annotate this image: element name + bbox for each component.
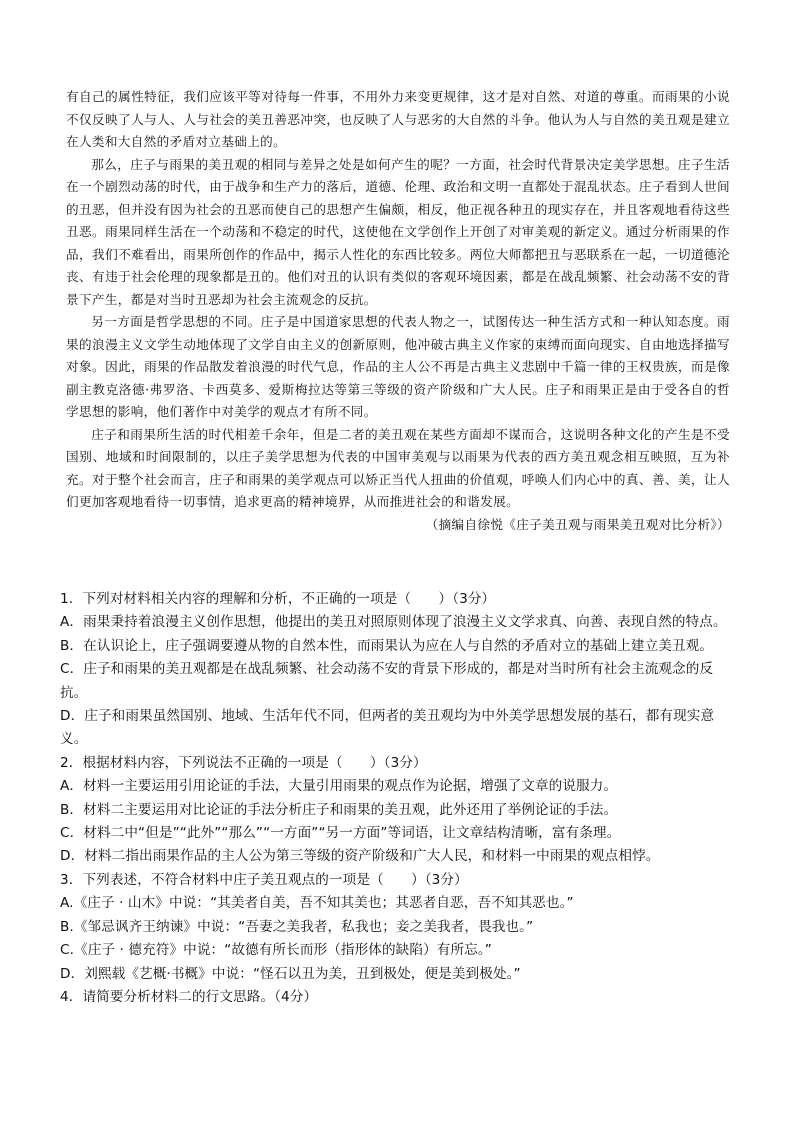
question-4-stem: 4．请简要分析材料二的行文思路。（4分） [60, 988, 318, 1005]
passage-source: （摘编自徐悦《庄子美丑观与雨果美丑观对比分析》） [425, 516, 730, 532]
question-2-option-a: A．材料一主要运用引用论证的手法，大量引用雨果的观点作为论据，增强了文章的说服力。 [60, 778, 618, 795]
question-list [60, 588, 732, 1009]
question-3-option-c: C.《庄子 · 德充符》中说：“故德有所长而形（指形体的缺陷）有所忘。” [60, 942, 492, 959]
question-1-option-a: A．雨果秉持着浪漫主义创作思想，他提出的美丑对照原则体现了浪漫主义文学求真、向善、表现自然的特点。 [60, 614, 727, 631]
question-1-option-d: D．庄子和雨果虽然国别、地域、生活年代不同，但两者的美丑观均为中外美学思想发展的基石，都有现实意义。 [60, 708, 715, 748]
question-3-option-d: D．刘熙载《艺概·书概》中说：“怪石以丑为美，丑到极处，便是美到极处。” [60, 965, 521, 982]
question-2-stem: 2．根据材料内容，下列说法不正确的一项是（ ）（3分） [60, 754, 427, 771]
passage-paragraph: 庄子和雨果所生活的时代相差千余年，但是二者的美丑观在某些方面却不谋而合，这说明各种文化的产生是不受国别、地域和时间限制的，以庄子美学思想为代表的中国审美观与以雨果为代表的西方美丑观念相互映照，互为补充。对于整个社会而言，庄子和雨果的美学观点可以矫正当代人扭曲的价值观，呼唤人们内心中的真、善、美，让人们更加客观地看待一切事情，追求更高的精神境界，从而推进社会的和谐发展。 [66, 426, 730, 509]
passage-paragraph: 有自己的属性特征，我们应该平等对待每一件事，不用外力来变更规律，这才是对自然、对道的尊重。而雨果的小说不仅反映了人与人、人与社会的美丑善恶冲突，也反映了人与恶劣的大自然的斗争。他认为人与自然的美丑观是建立在人类和大自然的矛盾对立基础上的。 [66, 89, 730, 149]
question-1-stem: 1．下列对材料相关内容的理解和分析，不正确的一项是（ ）（3分） [60, 591, 496, 607]
passage-paragraph: 另一方面是哲学思想的不同。庄子是中国道家思想的代表人物之一，试图传达一种生活方式和一种认知态度。雨果的浪漫主义文学生动地体现了文学自由主义的创新原则，他冲破古典主义作家的束缚而面向现实、自由地选择描写对象。因此，雨果的作品散发着浪漫的时代气息，作品的主人公不再是古典主义悲剧中千篇一律的王权贵族，而是像副主教克洛德·弗罗洛、卡西莫多、爱斯梅拉达等第三等级的资产阶级和广大人民。庄子和雨果正是由于受各自的哲学思想的影响，他们著作中对美学的观点才有所不同。 [66, 314, 730, 419]
question-2-option-b: B．材料二主要运用对比论证的手法分析庄子和雨果的美丑观，此外还用了举例论证的手法。 [60, 801, 618, 818]
question-3-option-a: A.《庄子 · 山木》中说：“其美者自美，吾不知其美也；其恶者自恶，吾不知其恶也。” [60, 895, 574, 912]
question-2-option-d: D．材料二指出雨果作品的主人公为第三等级的资产阶级和广大人民，和材料一中雨果的观点相悖。 [60, 848, 660, 865]
question-1-option-c: C．庄子和雨果的美丑观都是在战乱频繁、社会动荡不安的背景下形成的，都是对当时所有社会主流观念的反抗。 [60, 661, 714, 701]
question-3-stem: 3．下列表述，不符合材料中庄子美丑观点的一项是（ ）（3分） [60, 871, 468, 888]
question-2-option-c: C．材料二中“但是”“此外”“那么”“一方面”“另一方面”等词语，让文章结构清晰，富有条理。 [60, 825, 621, 842]
question-1-option-b: B．在认识论上，庄子强调要遵从物的自然本性，而雨果认为应在人与自然的矛盾对立的基础上建立美丑观。 [60, 637, 714, 654]
passage-paragraph: 那么，庄子与雨果的美丑观的相同与差异之处是如何产生的呢？一方面，社会时代背景决定美学思想。庄子生活在一个剧烈动荡的时代，由于战争和生产力的落后，道德、伦理、政治和文明一直都处于混乱状态。庄子看到人世间的丑恶，但并没有因为社会的丑恶而使自己的思想产生偏颇，相反，他正视各种丑的现实存在，并且客观地看待这些丑恶。雨果同样生活在一个动荡和不稳定的时代，这使他在文学创作上开创了对审美观的新定义。通过分析雨果的作品，我们不难看出，雨果所创作的作品中，揭示人性化的东西比较多。两位大师都把丑与恶联系在一起，一切道德沦丧、有违于社会伦理的现象都是丑的。他们对丑的认识有类似的客观环境因素，都是在战乱频繁、社会动荡不安的背景下产生，都是对当时丑恶却为社会主流观念的反抗。 [66, 156, 730, 307]
reading-passage [66, 86, 730, 536]
question-3-option-b: B.《邹忌讽齐王纳谏》中说：“吾妻之美我者，私我也；妾之美我者，畏我也。” [60, 918, 534, 935]
